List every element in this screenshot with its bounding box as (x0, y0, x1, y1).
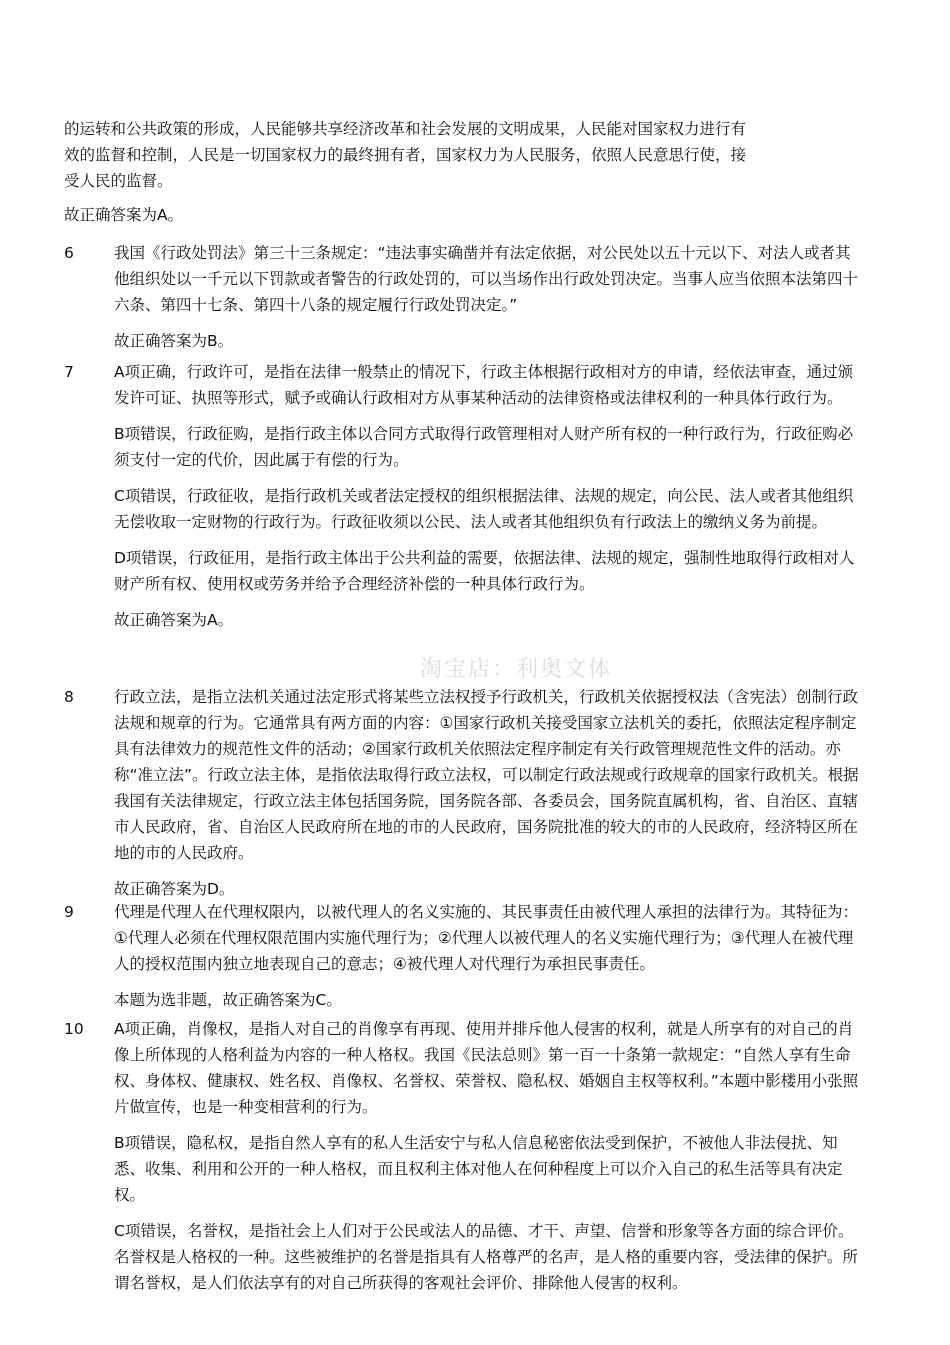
intro-line: 受人民的监督。 (64, 172, 173, 190)
intro-paragraph (64, 116, 854, 194)
item-paragraph: 行政立法，是指立法机关通过法定形式将某些立法权授予行政机关，行政机关依据授权法（含宪法）创制行政法规和规章的行为。它通常具有两方面的内容：①国家行政机关接受国家立法机关的委托，依照法定程序制定具有法律效力的规范性文件的活动；②国家行政机关依照法定程序制定有关行政管理规范性文件的活动。亦称“准立法”。行政立法主体，是指依法取得行政立法权，可以制定行政法规或行政规章的国家行政机关。根据我国有关法律规定，行政立法主体包括国务院，国务院各部、各委员会，国务院直属机构，省、自治区、直辖市人民政府，省、自治区人民政府所在地的市的人民政府，国务院批准的较大的市的人民政府，经济特区所在地的市的人民政府。 (114, 688, 859, 862)
item-number: 6 (64, 244, 74, 262)
item-body (114, 899, 866, 1023)
item-body (114, 684, 866, 912)
intro-answer: 故正确答案为A。 (64, 206, 184, 224)
watermark-text: 淘宝店：利奥文体 (420, 657, 613, 682)
item-paragraph: B项错误，隐私权，是指自然人享有的私人生活安宁与私人信息秘密依法受到保护，不被他人非法侵扰、知悉、收集、利用和公开的一种人格权，而且权利主体对他人在何种程度上可以介入自己的私生活等具有决定权。 (114, 1134, 843, 1204)
item-answer: 本题为选非题，故正确答案为C。 (114, 991, 342, 1009)
item-answer: 故正确答案为B。 (114, 332, 234, 350)
item-number: 7 (64, 363, 74, 381)
item-body (114, 359, 866, 643)
item-paragraph: C项错误，行政征收，是指行政机关或者法定授权的组织根据法律、法规的规定，向公民、法人或者其他组织无偿收取一定财物的行政行为。行政征收须以公民、法人或者其他组织负有行政法上的缴纳义务为前提。 (114, 487, 854, 531)
item-paragraph: A项正确，行政许可，是指在法律一般禁止的情况下，行政主体根据行政相对方的申请，经依法审查，通过颁发许可证、执照等形式，赋予或确认行政相对方从事某种活动的法律资格或法律权利的一种具体行政行为。 (114, 363, 854, 407)
item-paragraph: C项错误，名誉权，是指社会上人们对于公民或法人的品德、才干、声望、信誉和形象等各方面的综合评价。名誉权是人格权的一种。这些被维护的名誉是指具有人格尊严的名声，是人格的重要内容，受法律的保护。所谓名誉权，是人们依法享有的对自己所获得的客观社会评价、排除他人侵害的权利。 (114, 1222, 859, 1292)
intro-line: 效的监督和控制，人民是一切国家权力的最终拥有者，国家权力为人民服务，依照人民意思行使，接 (64, 146, 747, 164)
item-body (114, 1016, 866, 1306)
item-answer: 故正确答案为D。 (114, 880, 235, 898)
item-paragraph: A项正确，肖像权，是指人对自己的肖像享有再现、使用并排斥他人侵害的权利，就是人所享有的对自己的肖像上所体现的人格利益为内容的一种人格权。我国《民法总则》第一百一十条第一款规定：“自然人享有生命权、身体权、健康权、姓名权、肖像权、名誉权、荣誉权、隐私权、婚姻自主权等权利。”本题中影楼用小张照片做宣传，也是一种变相营利的行为。 (114, 1020, 859, 1116)
item-paragraph: 我国《行政处罚法》第三十三条规定：“违法事实确凿并有法定依据，对公民处以五十元以下、对法人或者其他组织处以一千元以下罚款或者警告的行政处罚的，可以当场作出行政处罚决定。当事人应当依照本法第四十六条、第四十七条、第四十八条的规定履行行政处罚决定。” (114, 244, 859, 314)
item-answer: 故正确答案为A。 (114, 611, 234, 629)
item-paragraph: B项错误，行政征购，是指行政主体以合同方式取得行政管理相对人财产所有权的一种行政行为，行政征购必须支付一定的代价，因此属于有偿的行为。 (114, 425, 854, 469)
item-number: 10 (64, 1020, 84, 1038)
item-body (114, 240, 866, 364)
item-paragraph: 代理是代理人在代理权限内，以被代理人的名义实施的、其民事责任由被代理人承担的法律行为。其特征为：①代理人必须在代理权限范围内实施代理行为；②代理人以被代理人的名义实施代理行为；③代理人在被代理人的授权范围内独立地表现自己的意志；④被代理人对代理行为承担民事责任。 (114, 903, 859, 973)
item-number: 9 (64, 903, 74, 921)
intro-line: 的运转和公共政策的形成，人民能够共享经济改革和社会发展的文明成果，人民能对国家权力进行有 (64, 120, 747, 138)
item-paragraph: D项错误，行政征用，是指行政主体出于公共利益的需要，依据法律、法规的规定，强制性地取得行政相对人财产所有权、使用权或劳务并给予合理经济补偿的一种具体行政行为。 (114, 549, 855, 593)
item-number: 8 (64, 688, 74, 706)
